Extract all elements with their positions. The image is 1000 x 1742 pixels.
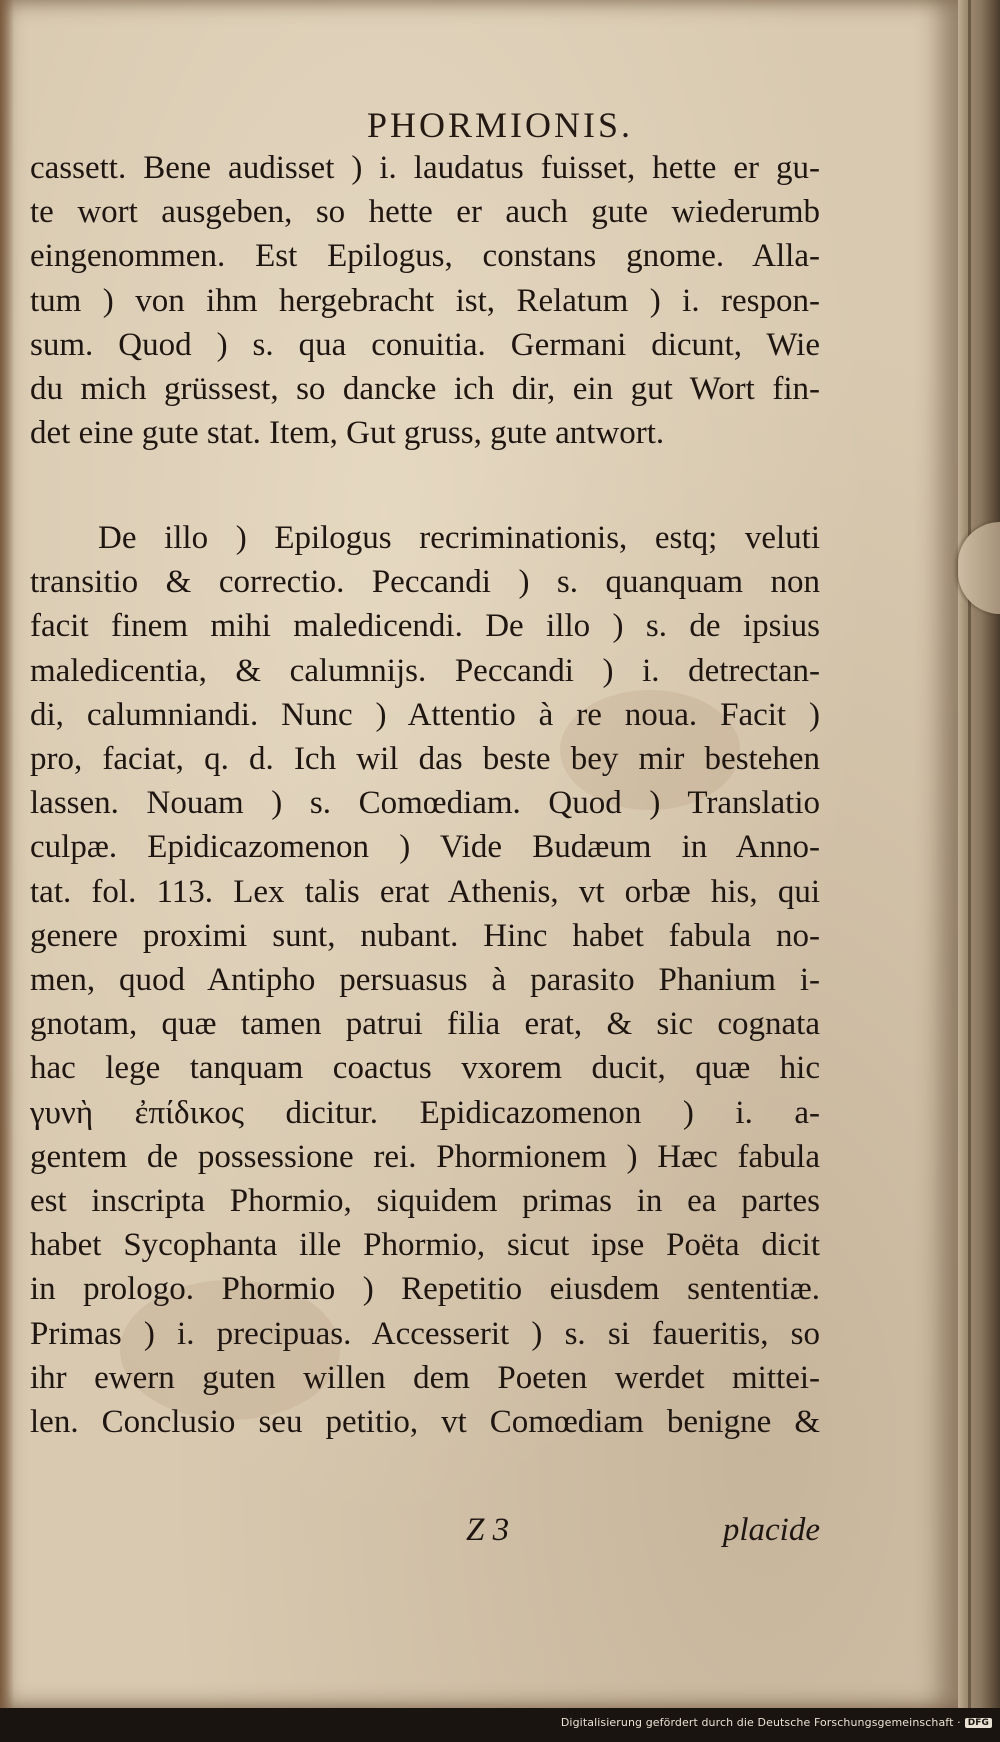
text-line: γυνὴ ἐπίδικος dicitur. Epidicazomenon ) i. a- [30,1094,820,1131]
text-line: det eine gute stat. Item, Gut gruss, gute antwort. [30,415,665,452]
text-line: men, quod Antipho persuasus à parasito Phanium i- [30,962,820,999]
paragraph-2 [30,516,820,1444]
text-line: ihr ewern guten willen dem Poeten werdet mittei- [30,1359,820,1396]
paragraph-1 [30,146,820,455]
text-line: De illo ) Epilogus recriminationis, estq; veluti [98,520,820,556]
text-line: genere proximi sunt, nubant. Hinc habet fabula no- [30,917,820,954]
text-line: culpæ. Epidicazomenon ) Vide Budæum in Anno- [30,829,820,866]
text-line: tat. fol. 113. Lex talis erat Athenis, vt orbæ his, qui [30,873,820,910]
credit-text: Digitalisierung gefördert durch die Deutsche Forschungsgemeinschaft · [560,1716,961,1729]
text-line: du mich grüssest, so dancke ich dir, ein gut Wort fin- [30,371,820,408]
running-head: PHORMIONIS. [366,105,634,145]
text-line: len. Conclusio seu petitio, vt Comœdiam benigne & [30,1404,820,1441]
text-line: pro, faciat, q. d. Ich wil das beste bey mir bestehen [30,741,820,778]
text-line: tum ) von ihm hergebracht ist, Relatum ) i. respon- [30,282,820,319]
signature-mark: Z 3 [466,1512,510,1548]
text-line: lassen. Nouam ) s. Comœdiam. Quod ) Translatio [30,785,820,822]
digitization-credit [561,1716,992,1729]
text-line: est inscripta Phormio, siquidem primas in ea partes [30,1183,820,1220]
text-line: transitio & correctio. Peccandi ) s. quanquam non [30,564,820,601]
text-line: habet Sycophanta ille Phormio, sicut ipse Poëta dicit [30,1227,820,1264]
text-line: gentem de possessione rei. Phormionem ) Hæc fabula [30,1138,820,1175]
text-line: Primas ) i. precipuas. Accesserit ) s. si faueritis, so [30,1315,820,1352]
text-line: gnotam, quæ tamen patrui filia erat, & sic cognata [30,1006,820,1043]
text-line: hac lege tanquam coactus vxorem ducit, quæ hic [30,1050,820,1087]
text-line: in prologo. Phormio ) Repetitio eiusdem sententiæ. [30,1271,820,1308]
text-line: te wort ausgeben, so hette er auch gute wiederumb [30,194,820,231]
text-line: sum. Quod ) s. qua conuitia. Germani dicunt, Wie [30,326,820,363]
text-line: cassett. Bene audisset ) i. laudatus fuisset, hette er gu- [30,150,820,186]
spine-edge [968,0,971,1708]
dfg-logo-icon: DFG [965,1718,992,1728]
text-line: eingenommen. Est Epilogus, constans gnome. Alla- [30,238,820,275]
text-line: maledicentia, & calumnijs. Peccandi ) i. detrectan- [30,652,820,689]
book-spine [958,0,1000,1708]
text-line: facit finem mihi maledicendi. De illo ) s. de ipsius [30,608,820,645]
catchword: placide [722,1512,820,1548]
text-line: di, calumniandi. Nunc ) Attentio à re noua. Facit ) [30,696,820,733]
